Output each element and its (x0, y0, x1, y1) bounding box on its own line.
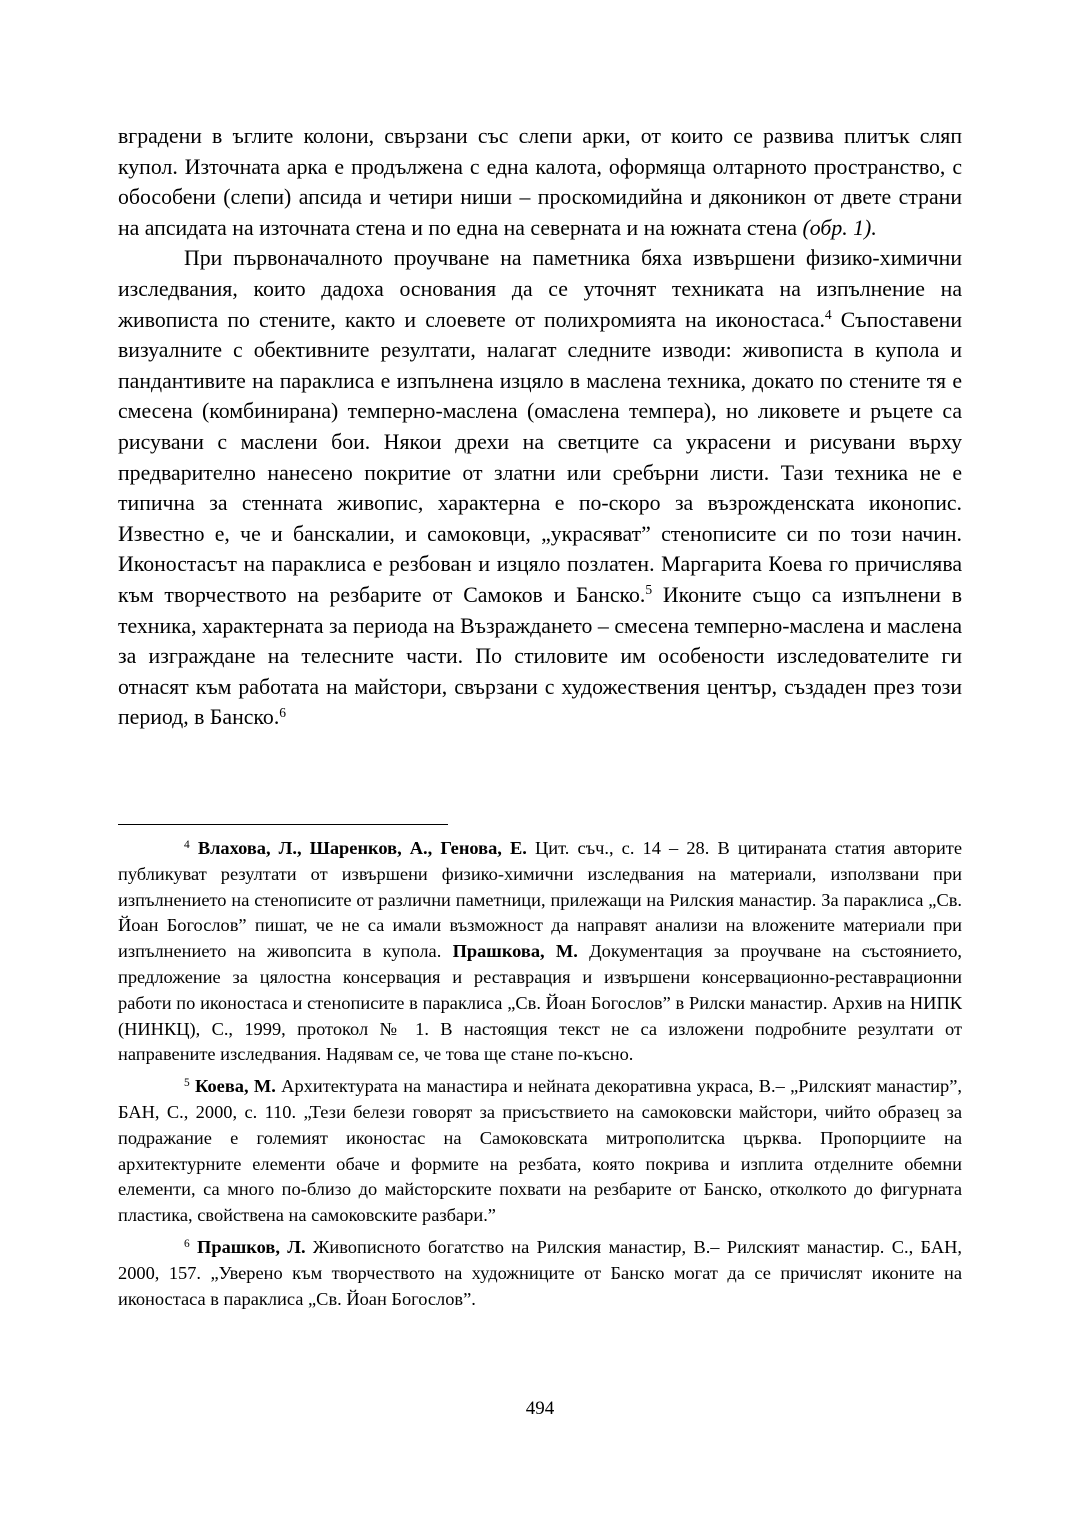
footnote-author: Прашков, Л. (197, 1236, 306, 1257)
footnotes (118, 836, 962, 1318)
footnote-ref-6[interactable]: 6 (279, 704, 287, 720)
footnote-5 (118, 1074, 962, 1229)
figure-reference: (обр. 1). (802, 215, 877, 240)
page-number: 494 (525, 1398, 555, 1419)
footnote-text: Живописното богатство на Рилския манастир, В.– Рилският манастир. С., БАН, 2000, 157. „Уверено към творчеството на художниците от Банско могат да се причислят иконите на иконостаса в параклиса „Св. Йоан Богослов”. (118, 1236, 962, 1309)
footnote-author-2: Прашкова, М. (452, 941, 578, 962)
paragraph-1-text: вградени в ъглите колони, свързани със слепи арки, от които се развива плитък сляп купол. Източната арка е продължена с една калота, оформяща олтарното пространство, с обособени (слепи) апсида и четири ниши – проскомидийна и дяконикон от двете страни на апсидата на източната стена и по една на северната и на южната стена (118, 124, 962, 240)
footnote-text: Цит. съч., с. 14 – 28. В цитираната статия авторите публикуват резултати от извършени физико-химични изследвания на материали, използвани при изпълнението на стенописите от различни паметници, прилежащи на Рилския манастир. За параклиса „Св. Йоан Богослов” пишат, че не са имали възможност да направят анализи на вложените материали при изпълнението на живопсита в купола. (118, 838, 962, 962)
paragraph-1 (118, 121, 962, 243)
footnote-ref-4[interactable]: 4 (824, 307, 832, 323)
main-text (118, 121, 962, 733)
footnote-ref-5[interactable]: 5 (645, 582, 653, 598)
footnote-6 (118, 1235, 962, 1312)
paragraph-2 (118, 243, 962, 733)
footnote-number: 4 (184, 838, 190, 851)
paragraph-2-text-part-1: При първоначалното проучване на паметника бяха извършени физико-химични изследвания, които дадоха основания да се уточнят техниката на изпълнение на живописта по стените, както и слоевете от полихромията на иконостаса. (118, 246, 962, 332)
paragraph-2-text-part-3: Иконите също са изпълнени в техника, характерната за периода на Възраждането – смесена темперно-маслена и маслена за изграждане на телесните части. По стиловите им особености изследователите ги отнасят към работата на майстори, свързани с художествения център, създаден през този период, в Банско. (118, 582, 962, 730)
footnote-author: Коева, М. (195, 1076, 276, 1097)
footnote-4 (118, 836, 962, 1068)
footnote-text: Архитектурата на манастира и нейната декоративна украса, В.– „Рилският манастир”, БАН, С., 2000, с. 110. „Тези белези говорят за присъствието на самоковски майстори, чийто образец за подражание е големият иконостас на Самоковската митрополитска църква. Пропорциите на архитектурните елементи обаче и формите на резбата, която покрива и изплита отделните обемни елементи, са много по-близо до майсторските похвати на резбарите от Банско, отколкото до фигурната пластика, свойствена на самоковските разбари.” (118, 1076, 962, 1226)
footnote-text-2: Документация за проучване на състоянието, предложение за цялостна консервация и реставрация и извършени консервационно-реставрационни работи по иконостаса и стенописите в параклиса „Св. Йоан Богослов” в Рилски манастир. Архив на НИПК (НИНКЦ), С., 1999, протокол № 1. В настоящия текст не са изложени подробните резултати от направените изследвания. Надявам се, че това ще стане по-късно. (118, 941, 963, 1065)
paragraph-2-text-part-2: Съпоставени визуалните с обективните резултати, налагат следните изводи: живописта в купола и пандантивите на параклиса е изпълнена изцяло в маслена техника, докато по стените тя е смесена (комбинирана) темперно-маслена (омаслена темпера), но ликовете и ръцете са рисувани с маслени бои. Някои дрехи на светците са украсени и рисувани върху предварително нанесено покритие от златни или сребърни листи. Тази техника не е типична за стенната живопис, характерна е по-скоро за възрожденската иконопис. Известно е, че и банскалии, и самоковци, „украсяват” стенописите си по този начин. Иконостасът на параклиса е резбован и изцяло позлатен. Маргарита Коева го причислява към творчеството на резбарите от Самоков и Банско. (118, 307, 962, 607)
footnote-authors: Влахова, Л., Шаренков, А., Генова, Е. (197, 838, 527, 858)
footnote-separator (118, 824, 448, 825)
footnote-number: 6 (184, 1237, 190, 1250)
footnote-number: 5 (184, 1076, 190, 1089)
